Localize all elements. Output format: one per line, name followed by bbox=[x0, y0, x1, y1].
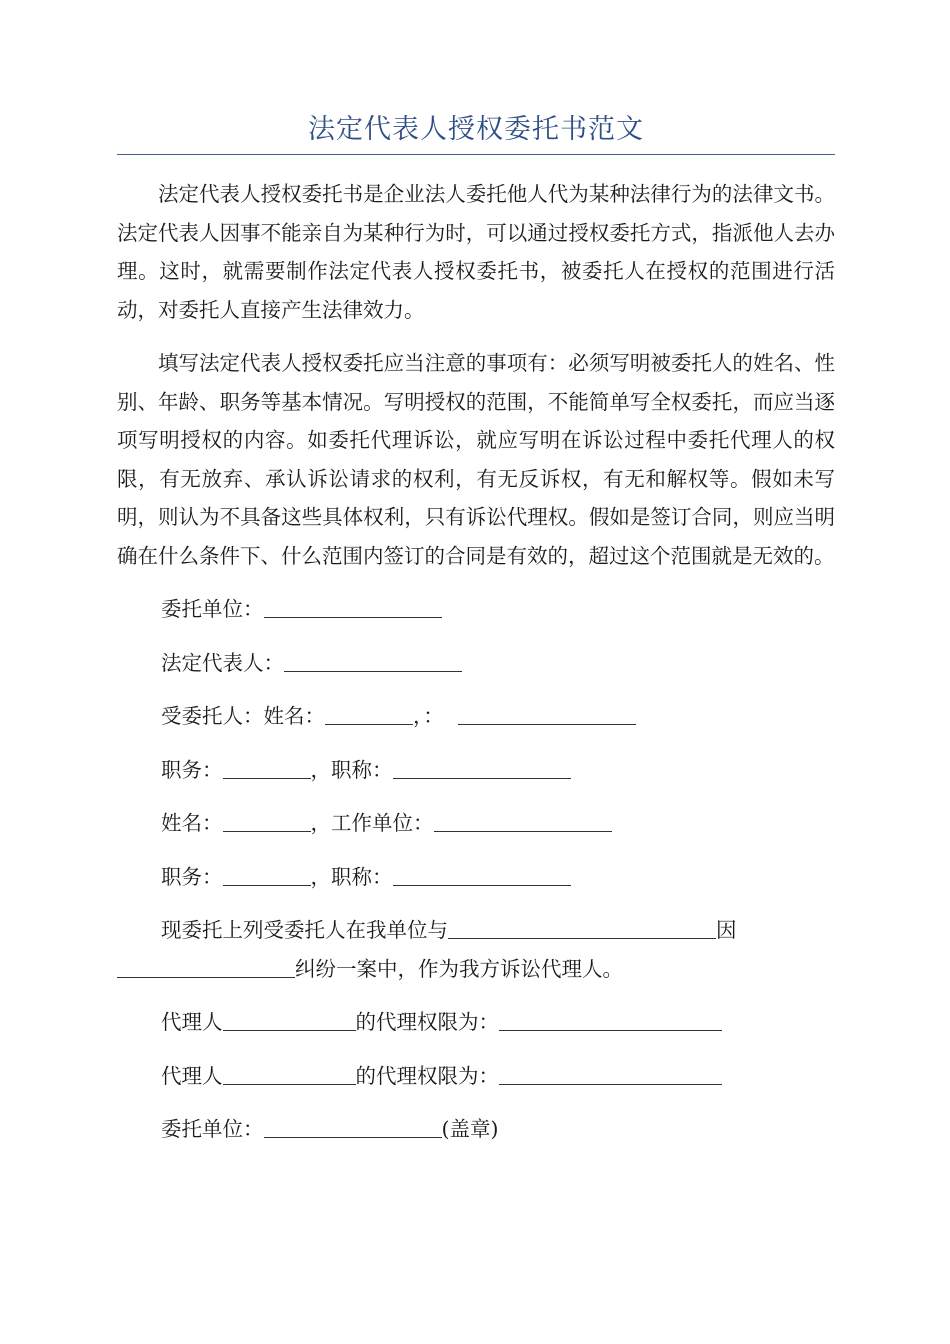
trustee-name-blank[interactable] bbox=[325, 702, 413, 725]
name-label: 姓名： bbox=[161, 811, 223, 835]
work-unit-blank[interactable] bbox=[434, 809, 612, 832]
entrust-statement-continuation bbox=[117, 950, 835, 989]
agent-scope-label: 的代理权限为： bbox=[355, 1063, 499, 1088]
title-blank[interactable] bbox=[393, 863, 571, 886]
title-label: ，职称： bbox=[310, 864, 393, 889]
title-blank[interactable] bbox=[393, 756, 571, 779]
position-row-2 bbox=[117, 858, 835, 897]
trustee-extra-blank[interactable] bbox=[458, 702, 636, 725]
counterparty-blank[interactable] bbox=[448, 916, 716, 939]
entrust-cause-text: 因 bbox=[716, 918, 737, 942]
entrusting-unit-seal-blank[interactable] bbox=[264, 1115, 442, 1138]
position-label: 职务： bbox=[161, 757, 223, 782]
entrusting-unit-label-2: 委托单位： bbox=[161, 1117, 264, 1141]
trustee-name-label: 受委托人：姓名： bbox=[161, 704, 325, 728]
agent-scope-label: 的代理权限为： bbox=[355, 1010, 499, 1034]
trustee-row bbox=[117, 697, 835, 736]
title-label: ，职称： bbox=[310, 757, 393, 782]
name-blank[interactable] bbox=[223, 809, 311, 832]
agent-name-blank[interactable] bbox=[223, 1062, 356, 1085]
agent-name-blank[interactable] bbox=[223, 1008, 356, 1031]
entrusting-unit-blank[interactable] bbox=[264, 595, 442, 618]
position-blank[interactable] bbox=[223, 863, 311, 886]
agent-scope-row-2 bbox=[117, 1057, 835, 1096]
document-title: 法定代表人授权委托书范文 bbox=[308, 114, 644, 145]
comma-separator: ，： bbox=[413, 704, 444, 728]
position-row-1 bbox=[117, 751, 835, 790]
work-unit-label: ，工作单位： bbox=[310, 811, 434, 835]
entrust-statement-text: 现委托上列受委托人在我单位与 bbox=[161, 918, 448, 942]
agent-label: 代理人 bbox=[161, 1063, 223, 1088]
seal-label: (盖章) bbox=[441, 1117, 499, 1141]
document-page bbox=[117, 108, 835, 1149]
position-blank[interactable] bbox=[223, 756, 311, 779]
legal-rep-label: 法定代表人： bbox=[161, 650, 284, 675]
legal-rep-blank[interactable] bbox=[284, 649, 462, 672]
intro-paragraph: 法定代表人授权委托书是企业法人委托他人代为某种法律行为的法律文书。法定代表人因事不能亲自为某种行为时，可以通过授权委托方式，指派他人去办理。这时，就需要制作法定代表人授权委托书，被委托人在授权的范围进行活动，对委托人直接产生法律效力。 bbox=[117, 182, 835, 322]
agent-scope-blank[interactable] bbox=[499, 1008, 722, 1031]
entrusting-unit-row bbox=[117, 590, 835, 629]
title-underline bbox=[117, 154, 835, 155]
entrust-statement-row bbox=[117, 911, 835, 950]
notes-paragraph: 填写法定代表人授权委托应当注意的事项有：必须写明被委托人的姓名、性别、年龄、职务等基本情况。写明授权的范围，不能简单写全权委托，而应当逐项写明授权的内容。如委托代理诉讼，就应写明在诉讼过程中委托代理人的权限，有无放弃、承认诉讼请求的权利，有无反诉权，有无和解权等。假如未写明，则认为不具备这些具体权利，只有诉讼代理权。假如是签订合同，则应当明确在什么条件下、什么范围内签订的合同是有效的，超过这个范围就是无效的。 bbox=[117, 351, 835, 568]
entrust-dispute-text: 纠纷一案中，作为我方诉讼代理人。 bbox=[295, 956, 623, 981]
name-row bbox=[117, 804, 835, 843]
position-label: 职务： bbox=[161, 864, 223, 889]
entrusting-unit-label: 委托单位： bbox=[161, 597, 264, 621]
entrusting-unit-seal-row bbox=[117, 1110, 835, 1149]
agent-scope-blank[interactable] bbox=[499, 1062, 722, 1085]
agent-label: 代理人 bbox=[161, 1010, 223, 1034]
agent-scope-row-1 bbox=[117, 1003, 835, 1042]
dispute-blank[interactable] bbox=[117, 955, 295, 978]
legal-rep-row bbox=[117, 644, 835, 683]
